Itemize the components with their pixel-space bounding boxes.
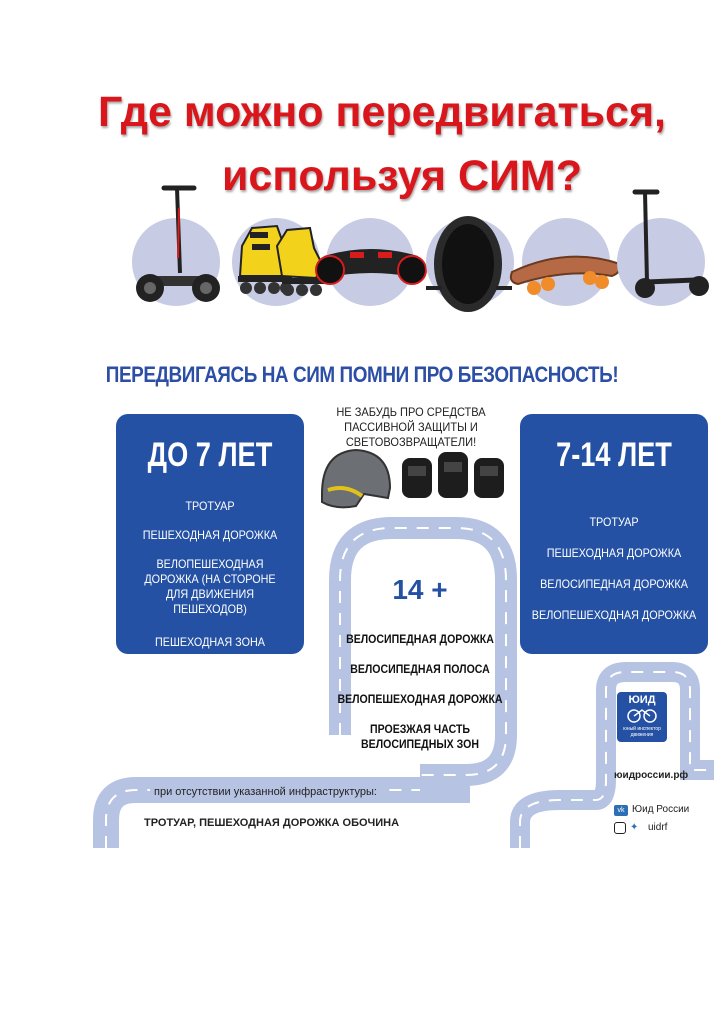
title-line-2: используя СИМ? (222, 152, 582, 200)
left-item-4: ПЕШЕХОДНАЯ ЗОНА (154, 635, 265, 649)
age-under-7-card (116, 414, 304, 654)
center-item-3: ВЕЛОПЕШЕХОДНАЯ ДОРОЖКА (337, 692, 503, 706)
center-item-1: ВЕЛОСИПЕДНАЯ ДОРОЖКА (346, 632, 494, 646)
social-handle[interactable]: uidrf (648, 822, 668, 833)
right-item-1: ТРОТУАР (589, 515, 639, 529)
infrastructure-condition: при отсутствии указанной инфраструктуры: (150, 786, 381, 798)
instagram-icon[interactable] (614, 822, 626, 834)
age-14-plus-heading: 14 + (392, 574, 448, 605)
protective-gear-illustration (316, 444, 516, 516)
center-item-4: ПРОЕЗЖАЯ ЧАСТЬ ВЕЛОСИПЕДНЫХ ЗОН (361, 722, 479, 751)
yuid-logo-subtext: юный инспектор движения (623, 726, 661, 738)
yuid-logo-text: ЮИД (628, 694, 656, 706)
website-link[interactable]: юидроссии.рф (614, 770, 689, 781)
right-item-3: ВЕЛОСИПЕДНАЯ ДОРОЖКА (540, 577, 688, 591)
age-7-14-heading: 7-14 ЛЕТ (556, 436, 672, 474)
age-under-7-heading: ДО 7 ЛЕТ (147, 436, 273, 474)
left-item-3: ВЕЛОПЕШЕХОДНАЯ ДОРОЖКА (НА СТОРОНЕ ДЛЯ ДВИЖЕНИЯ ПЕШЕХОДОВ) (144, 557, 276, 616)
yuid-logo (617, 692, 667, 742)
title-line-1: Где можно передвигаться, (97, 88, 666, 136)
center-item-2: ВЕЛОСИПЕДНАЯ ПОЛОСА (350, 662, 490, 676)
vk-account[interactable]: Юид России (632, 804, 690, 815)
right-item-4: ВЕЛОПЕШЕХОДНАЯ ДОРОЖКА (531, 608, 697, 622)
vk-icon[interactable]: vk (614, 805, 628, 816)
protection-reminder: НЕ ЗАБУДЬ ПРО СРЕДСТВА ПАССИВНОЙ ЗАЩИТЫ И СВЕТОВОЗВРАЩАТЕЛИ! (336, 405, 486, 449)
safety-banner: ПЕРЕДВИГАЯСЬ НА СИМ ПОМНИ ПРО БЕЗОПАСНОСТЬ! (105, 362, 619, 387)
left-item-2: ПЕШЕХОДНАЯ ДОРОЖКА (142, 528, 278, 542)
age-7-14-card (520, 414, 708, 654)
left-item-1: ТРОТУАР (185, 499, 235, 513)
bicycle-icon (617, 706, 667, 726)
twitter-icon[interactable]: ✦ (630, 822, 639, 833)
infrastructure-alternatives: ТРОТУАР, ПЕШЕХОДНАЯ ДОРОЖКА ОБОЧИНА (144, 817, 400, 829)
right-item-2: ПЕШЕХОДНАЯ ДОРОЖКА (546, 546, 682, 560)
